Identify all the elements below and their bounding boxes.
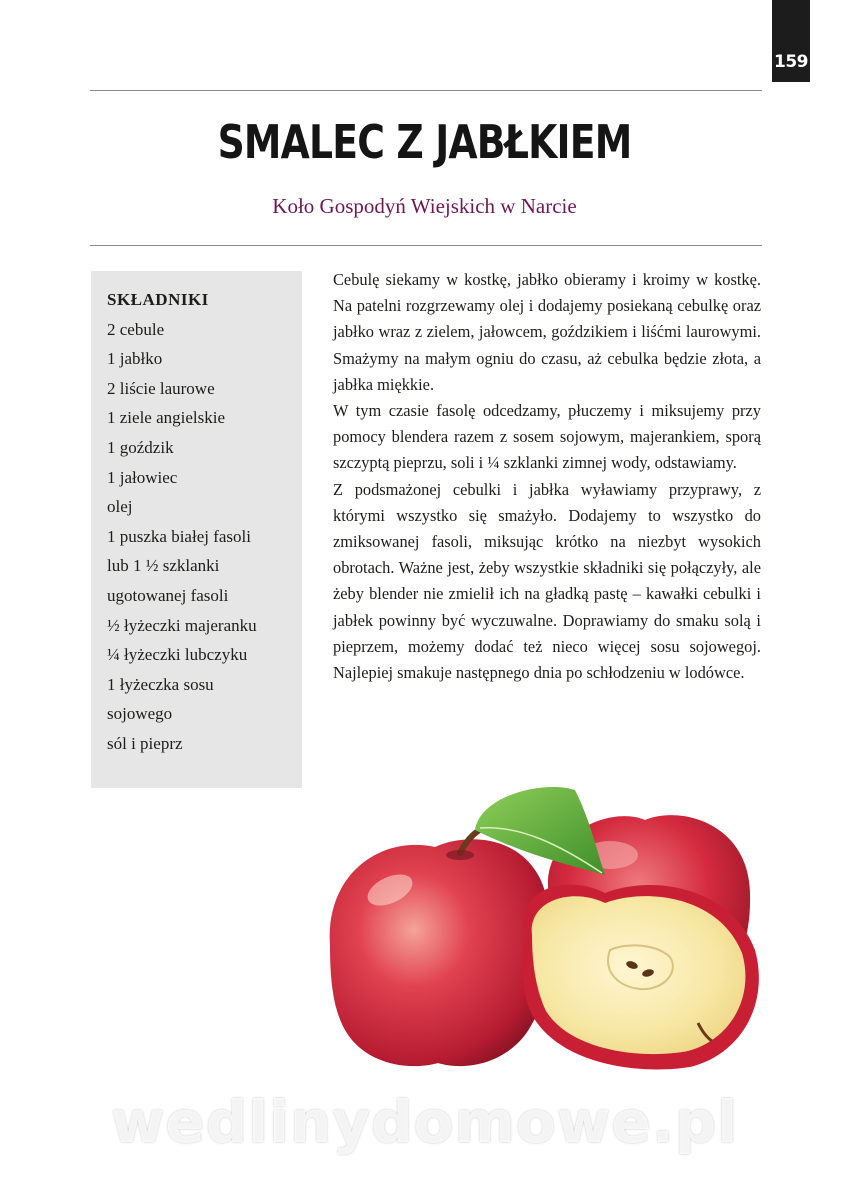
top-divider [90,90,762,91]
ingredient-item: 1 puszka białej fasoli [107,526,251,546]
ingredient-item: olej [107,497,133,517]
whole-apple [330,825,551,1066]
ingredient-item: 2 liście laurowe [107,378,215,398]
preparation-paragraph: Cebulę siekamy w kostkę, jabłko obieramy i kroimy w kostkę. Na patelni rozgrzewamy olej i dodajemy posiekaną cebulkę oraz jabłko wraz z zielem, jałowcem, goździkiem i liśćmi laurowymi. Smażymy na małym ogniu do czasu, aż cebulka będzie złota, a jabłka miękkie. [333,270,761,394]
ingredient-item: ¼ łyżeczki lubczyku [107,645,248,665]
ingredient-item: 1 łyżeczka sosu [107,674,214,694]
ingredient-item: 1 ziele angielskie [107,408,226,428]
ingredient-item: ugotowanej fasoli [107,585,229,605]
ingredient-item: ½ łyżeczki majeranku [107,615,257,635]
preparation-text [333,267,761,686]
page-number: 159 [772,0,810,82]
preparation-paragraph: Z podsmażonej cebulki i jabłka wyławiamy przyprawy, z którymi wszystko się smażyło. Dodajemy to wszystko do zmiksowanej fasoli, miksując krótko na niezbyt wysokich obrotach. Ważne jest, żeby wszystkie składniki się połączyły, ale żeby blender nie zmielił ich na gładką pastę – kawałki cebulki i jabłek powinny być wyczuwalne. Doprawiamy do smaku solą i pieprzem, możemy dodać też nieco więcej sosu sojowegoj. Najlepiej smakuje następnego dnia po schłodzeniu w lodówce. [333,479,761,683]
apples-photo [310,775,782,1120]
preparation-paragraph: W tym czasie fasolę odcedzamy, płuczemy i miksujemy przy pomocy blendera razem z sosem sojowym, majerankiem, sporą szczyptą pieprzu, soli i ¼ szklanki zimnej wody, odstawiamy. [333,401,761,473]
ingredient-item: lub 1 ½ szklanki [107,556,220,576]
ingredient-item: 1 jabłko [107,349,163,369]
ingredient-item: 2 cebule [107,319,165,339]
ingredient-item: 1 jałowiec [107,467,178,487]
ingredient-item: sól i pieprz [107,733,183,753]
ingredients-heading: SKŁADNIKI [107,290,209,309]
header-divider [90,245,762,246]
recipe-title: SMALEC Z JABŁKIEM [217,115,632,169]
ingredient-item: sojowego [107,704,173,724]
recipe-author: Koło Gospodyń Wiejskich w Narcie [272,194,577,218]
halved-apple [523,885,759,1070]
ingredients-box [91,271,302,788]
watermark: wedlinydomowe.pl [110,1088,739,1156]
ingredient-item: 1 goździk [107,437,174,457]
